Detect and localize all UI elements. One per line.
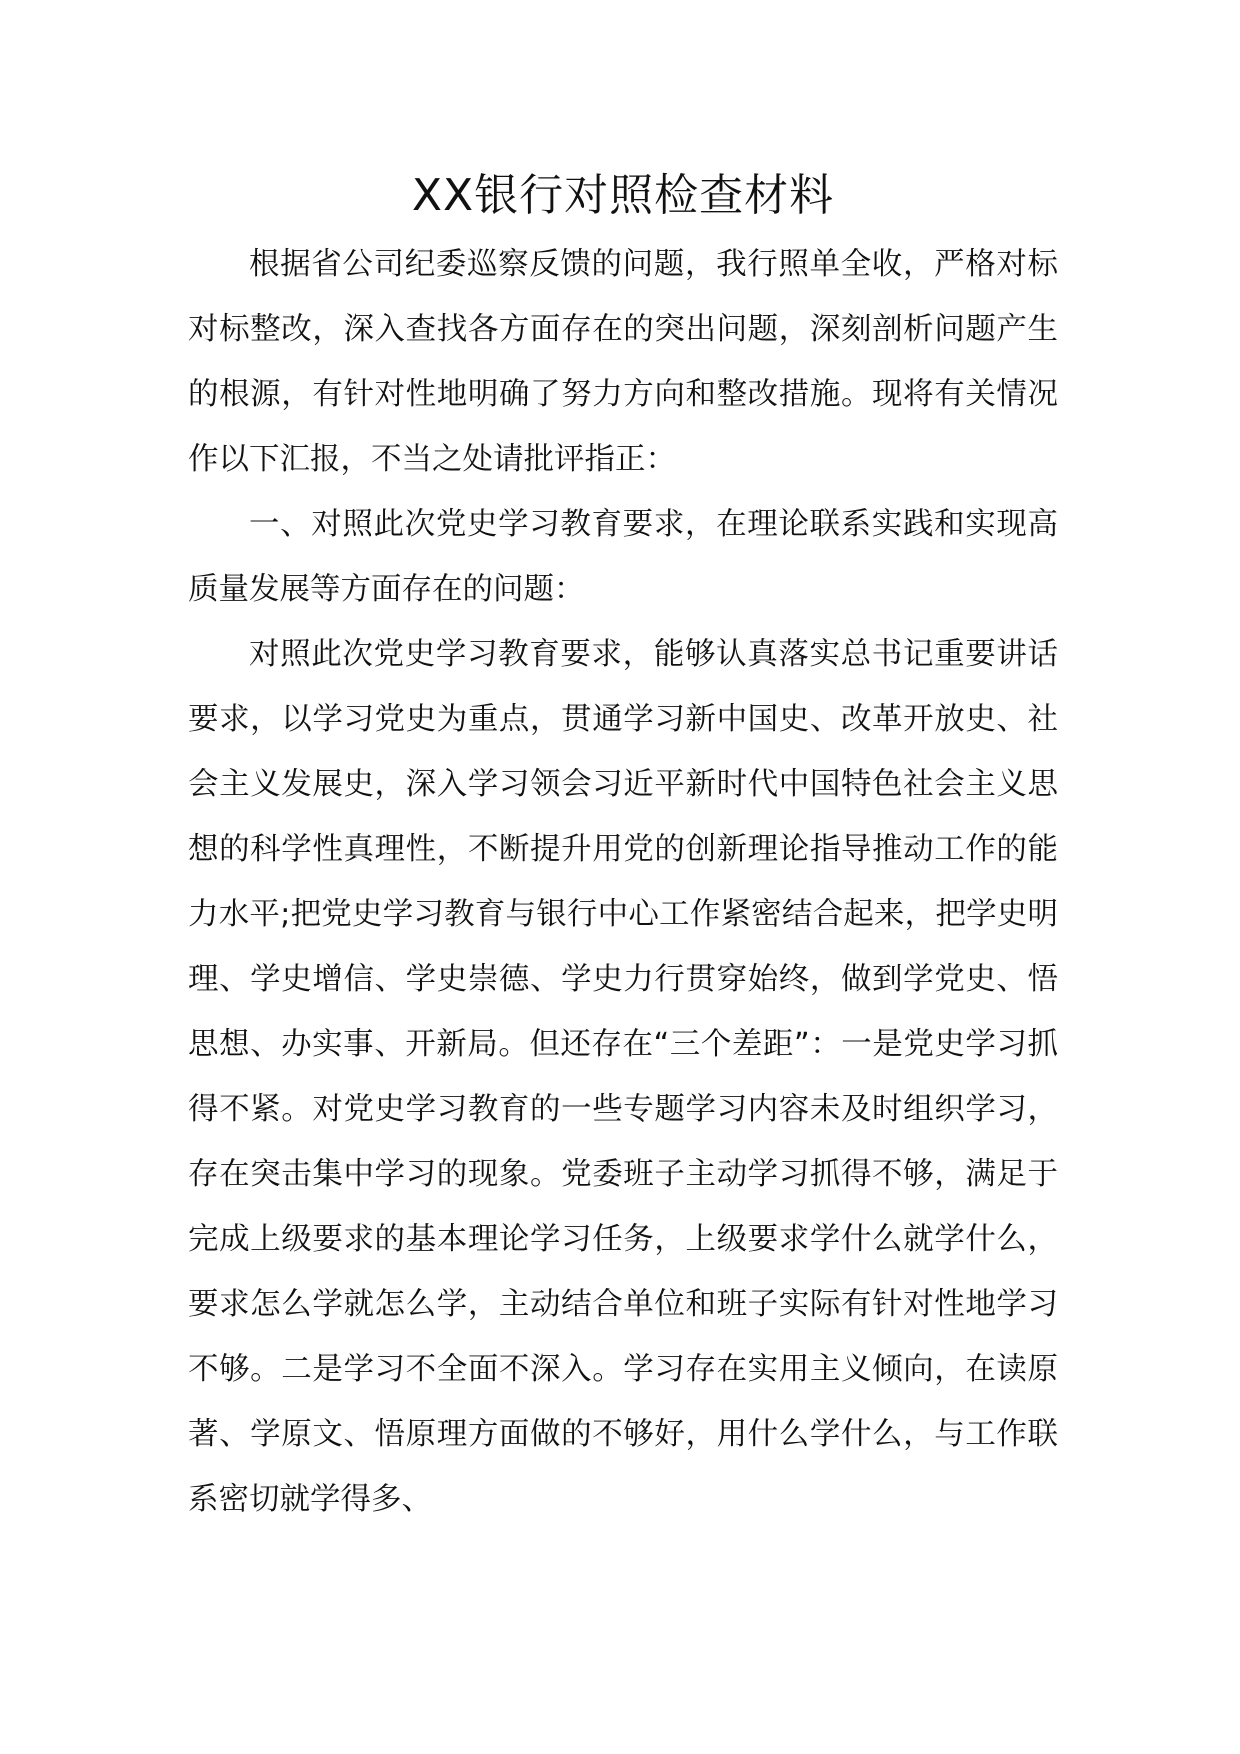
document-page [188, 160, 1058, 1720]
body-paragraph: 对照此次党史学习教育要求，能够认真落实总书记重要讲话要求，以学习党史为重点，贯通学习新中国史、改革开放史、社会主义发展史，深入学习领会习近平新时代中国特色社会主义思想的科学性真理性，不断提升用党的创新理论指导推动工作的能力水平;把党史学习教育与银行中心工作紧密结合起来，把学史明理、学史增信、学史崇德、学史力行贯穿始终，做到学党史、悟思想、办实事、开新局。但还存在“三个差距”：一是党史学习抓得不紧。对党史学习教育的一些专题学习内容未及时组织学习，存在突击集中学习的现象。党委班子主动学习抓得不够，满足于完成上级要求的基本理论学习任务，上级要求学什么就学什么，要求怎么学就怎么学，主动结合单位和班子实际有针对性地学习不够。二是学习不全面不深入。学习存在实用主义倾向，在读原著、学原文、悟原理方面做的不够好，用什么学什么，与工作联系密切就学得多、 [188, 637, 1058, 1517]
intro-paragraph: 根据省公司纪委巡察反馈的问题，我行照单全收，严格对标对标整改，深入查找各方面存在的突出问题，深刻剖析问题产生的根源，有针对性地明确了努力方向和整改措施。现将有关情况作以下汇报，不当之处请批评指正： [188, 247, 1058, 477]
document-title: XX银行对照检查材料 [411, 170, 835, 221]
section-heading-1: 一、对照此次党史学习教育要求，在理论联系实践和实现高质量发展等方面存在的问题： [188, 507, 1058, 607]
